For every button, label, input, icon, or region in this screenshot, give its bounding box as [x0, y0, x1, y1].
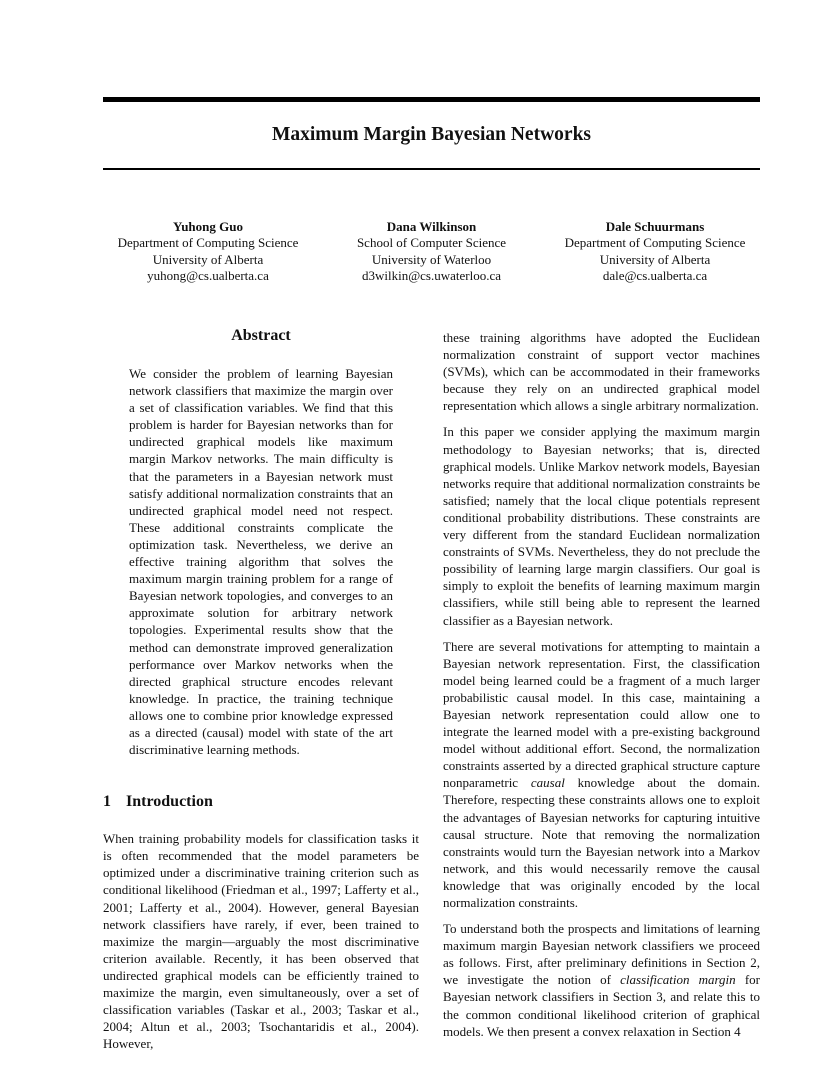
text-run: There are several motivations for attempting to maintain a Bayesian network representation. First, the classification model being learned could be a fragment of a much larger probabilistic causal model. In this case, maintaining a Bayesian network representation could allow one to integrate the learned model with a pre-existing background model without additional effort. Second, the normalization constraints asserted by a directed graphical structure capture nonparametric — [443, 638, 760, 791]
author-2 — [327, 219, 537, 284]
intro-paragraph-1: When training probability models for classification tasks it is often recommended that the model parameters be optimized under a discriminative training criterion such as conditional likelihood (Friedman et al., 1997; Lafferty et al., 2001; Lafferty et al., 2004). However, general Bayesian network classifiers have rarely, if ever, been trained to maximize the margin—arguably the most discriminative criterion available. Recently, it has been observed that undirected graphical models can be efficiently trained to maximize the margin, even simultaneously, over a set of classification variables (Taskar et al., 2003; Taskar et al., 2004; Altun et al., 2003; Tsochantaridis et al., 2004). However, — [103, 831, 419, 1052]
author-institution: University of Alberta — [599, 251, 711, 267]
author-name: Dale Schuurmans — [605, 219, 705, 234]
title-rule-bottom — [103, 168, 760, 170]
body-paragraph — [443, 920, 760, 1040]
author-department: School of Computer Science — [356, 235, 507, 251]
author-email: d3wilkin@cs.uwaterloo.ca — [361, 267, 502, 283]
body-paragraph — [443, 638, 760, 912]
author-department: Department of Computing Science — [117, 235, 299, 251]
text-run: To understand both the prospects and limitations of learning maximum margin Bayesian network classifiers we proceed as follows. First, after preliminary definitions in Section 2, we investigate the notion of — [443, 921, 760, 988]
author-institution: University of Alberta — [152, 251, 264, 267]
emphasis-causal: causal — [530, 775, 565, 791]
section-number: 1 — [103, 793, 111, 811]
abstract-text: We consider the problem of learning Bayesian network classifiers that maximize the margin over a set of classification variables. We find that this problem is harder for Bayesian networks than for undirected graphical models like maximum margin Markov networks. The main difficulty is that the parameters in a Bayesian network must satisfy additional normalization constraints that an undirected graphical model need not respect. These additional constraints complicate the optimization task. Nevertheless, we derive an effective training algorithm that solves the maximum margin training problem for a range of Bayesian network topologies, and converges to an approximate solution for arbitrary network topologies. Experimental results show that the method can demonstrate improved generalization performance over Markov networks when the directed graphical structure encodes relevant knowledge. In practice, the training technique allows one to combine prior knowledge expressed as a directed (causal) model with state of the art discriminative learning methods. — [129, 366, 393, 758]
abstract-heading: Abstract — [231, 327, 291, 344]
author-3 — [550, 219, 760, 284]
author-department: Department of Computing Science — [564, 235, 746, 251]
title-rule-top — [103, 97, 760, 102]
author-institution: University of Waterloo — [371, 251, 492, 267]
section-title: Introduction — [126, 793, 213, 811]
text-run: for Bayesian network classifiers in Section 3, and relate this to the common conditional likelihood criterion of graphical models. We then present a convex relaxation in Section 4 — [443, 972, 760, 1039]
author-block — [103, 219, 760, 284]
author-email: yuhong@cs.ualberta.ca — [147, 267, 269, 283]
text-run: knowledge about the domain. Therefore, respecting these constraints allows one to exploit the advantages of Bayesian networks for capturing intuitive causal structure. Note that removing the normalization constraints would turn the Bayesian network into a Markov network, and this would necessarily remove the causal knowledge that was originally encoded by the local normalization constraints. — [443, 775, 760, 910]
author-1 — [103, 219, 313, 284]
paper-title: Maximum Margin Bayesian Networks — [271, 124, 592, 145]
left-column — [103, 325, 419, 1052]
right-column — [443, 329, 760, 1040]
author-name: Yuhong Guo — [173, 219, 243, 234]
body-paragraph: In this paper we consider applying the maximum margin methodology to Bayesian networks; that is, directed graphical models. Unlike Markov network models, Bayesian networks require that additional normalization constraints be satisfied; namely that the local clique potentials represent conditional probability distributions. These constraints are very different from the standard Euclidean normalization constraints of SVMs. Nevertheless, they do not preclude the possibility of learning large margin classifiers. Our goal is simply to exploit the benefits of learning maximum margin classifiers, while still being able to represent the learned classifier as a Bayesian network. — [443, 424, 760, 628]
author-name: Dana Wilkinson — [386, 219, 477, 234]
body-paragraph: these training algorithms have adopted the Euclidean normalization constraint of support vector machines (SVMs), which can be accommodated in their frameworks because they rely on an undirected graphical model representation which allows a single arbitrary normalization. — [443, 330, 760, 414]
emphasis-classification-margin: classification margin — [620, 972, 736, 988]
section-heading — [103, 791, 419, 813]
author-email: dale@cs.ualberta.ca — [602, 267, 708, 283]
